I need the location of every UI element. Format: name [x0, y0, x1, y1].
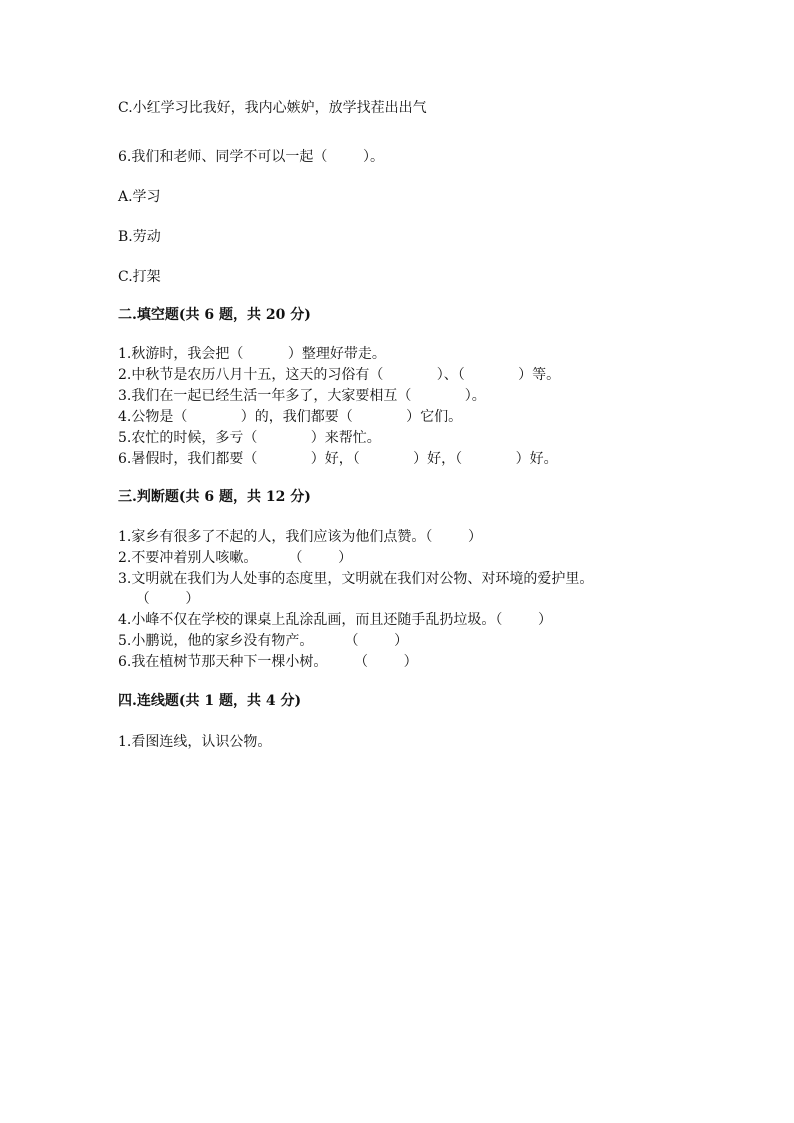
- section-heading-matching: 四.连线题(共 1 题，共 4 分): [118, 693, 302, 709]
- true-false-item-5: 5.小鹏说，他的家乡没有物产。 （ ）: [118, 633, 409, 649]
- q5-choice-c: C.小红学习比我好，我内心嫉妒，放学找茬出出气: [118, 100, 427, 116]
- fill-in-item-4: 4.公物是（ ）的，我们都要（ ）它们。: [118, 409, 463, 425]
- q6-stem: 6.我们和老师、同学不可以一起（ ）。: [118, 149, 384, 165]
- section-heading-fill-in: 二.填空题(共 6 题，共 20 分): [118, 307, 311, 323]
- section-heading-true-false: 三.判断题(共 6 题，共 12 分): [118, 489, 311, 505]
- true-false-item-3-blank: （ ）: [118, 591, 200, 607]
- fill-in-item-1: 1.秋游时，我会把（ ）整理好带走。: [118, 346, 386, 362]
- q6-choice-b: B.劳动: [118, 229, 161, 245]
- true-false-item-1: 1.家乡有很多了不起的人，我们应该为他们点赞。（ ）: [118, 529, 482, 545]
- true-false-item-4: 4.小峰不仅在学校的课桌上乱涂乱画，而且还随手乱扔垃圾。（ ）: [118, 612, 552, 628]
- fill-in-item-6: 6.暑假时，我们都要（ ）好，（ ）好，（ ）好。: [118, 451, 558, 467]
- fill-in-item-5: 5.农忙的时候，多亏（ ）来帮忙。: [118, 430, 381, 446]
- q6-choice-c: C.打架: [118, 269, 161, 285]
- true-false-item-3: 3.文明就在我们为人处事的态度里，文明就在我们对公物、对环境的爱护里。: [118, 571, 594, 587]
- matching-item-1: 1.看图连线，认识公物。: [118, 734, 272, 750]
- q6-choice-a: A.学习: [118, 189, 161, 205]
- true-false-item-6: 6.我在植树节那天种下一棵小树。 （ ）: [118, 654, 418, 670]
- fill-in-item-3: 3.我们在一起已经生活一年多了，大家要相互（ ）。: [118, 388, 486, 404]
- true-false-item-2: 2.不要冲着别人咳嗽。 （ ）: [118, 550, 353, 566]
- fill-in-item-2: 2.中秋节是农历八月十五，这天的习俗有（ ）、（ ）等。: [118, 367, 561, 383]
